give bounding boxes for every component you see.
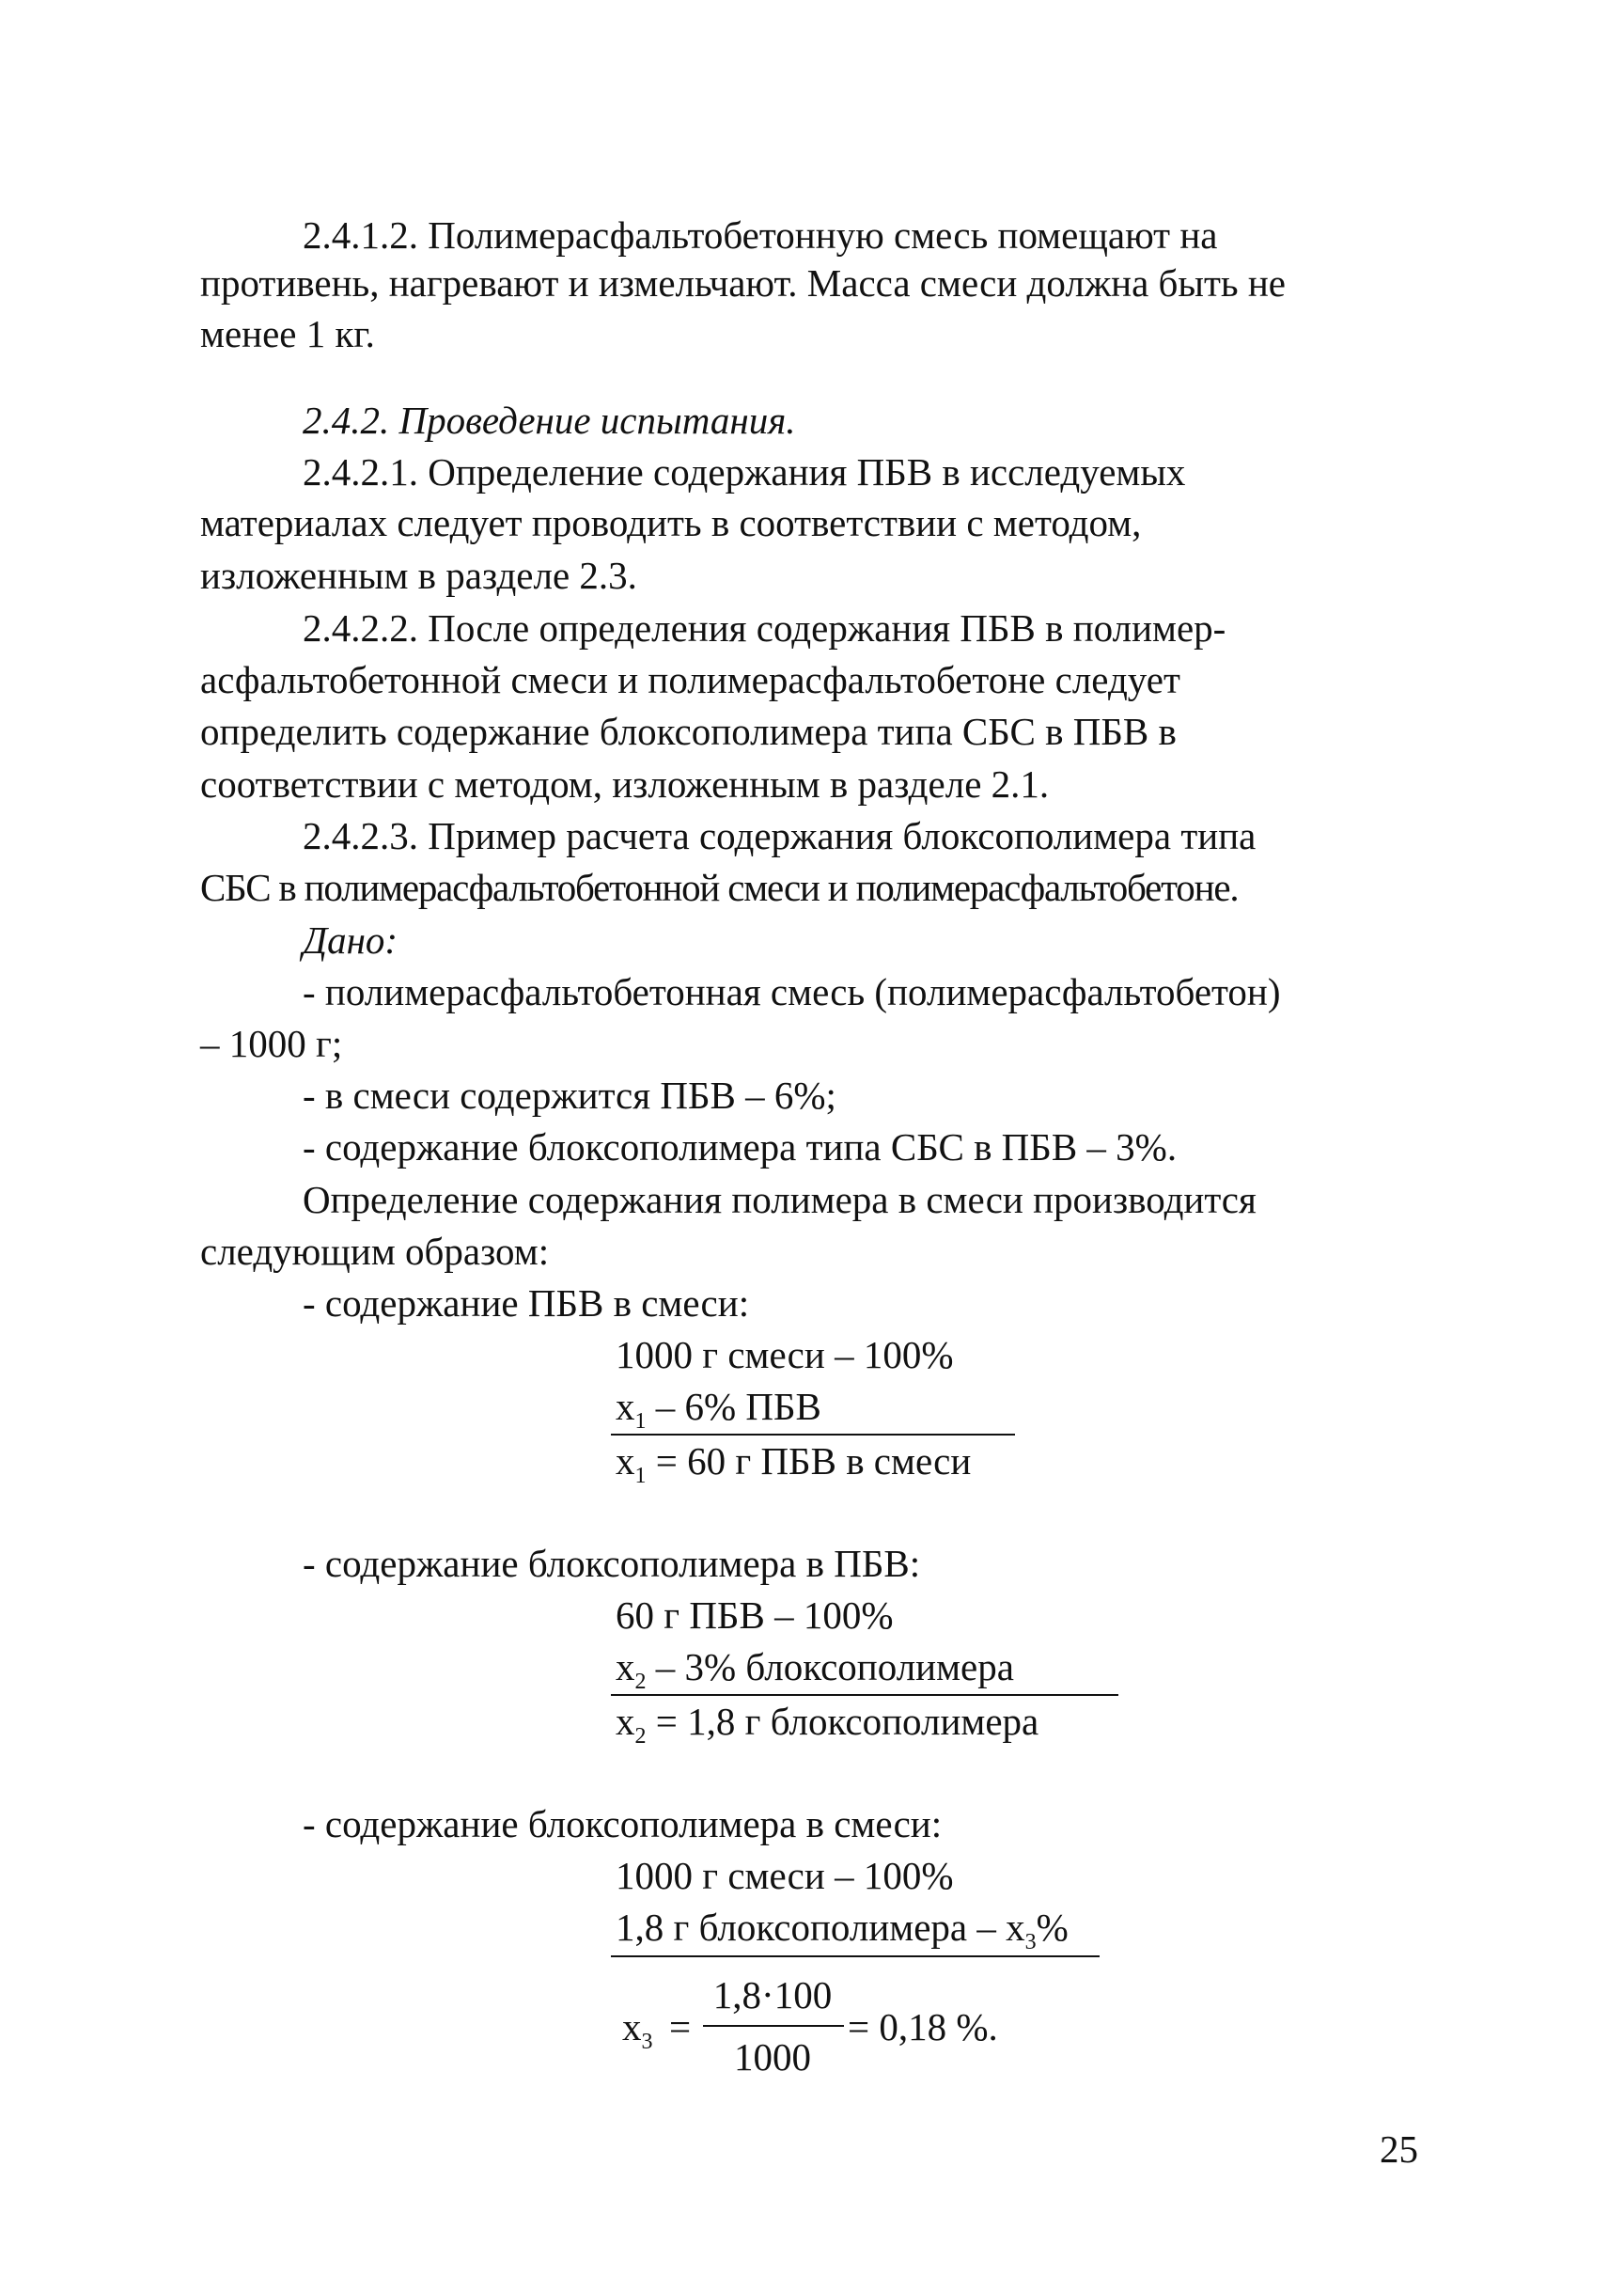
paragraph-line: соответствии с методом, изложенным в разделе 2.1. (200, 762, 1050, 806)
paragraph-line: следующим образом: (200, 1230, 550, 1273)
given-item: – 1000 г; (200, 1022, 343, 1065)
calc-heading: - содержание блоксополимера в ПБВ: (303, 1542, 921, 1585)
fraction-numerator: 1,8·100 (712, 1973, 833, 2016)
calc-heading: - содержание ПБВ в смеси: (303, 1281, 750, 1325)
paragraph-line: 2.4.2.1. Определение содержания ПБВ в исследуемых (303, 450, 1186, 494)
paragraph-line: определить содержание блоксополимера типа СБС в ПБВ в (200, 710, 1177, 753)
paragraph-line: СБС в полимерасфальтобетонной смеси и полимерасфальтобетоне. (200, 866, 1239, 909)
paragraph-line: изложенным в разделе 2.3. (200, 554, 637, 597)
fraction-bar (703, 2025, 844, 2027)
calc2-line2: $x_2 - 3\%$ блоксополимера (616, 1645, 1014, 1695)
paragraph-line: Определение содержания полимера в смеси производится (303, 1178, 1257, 1221)
calc-heading: - содержание блоксополимера в смеси: (303, 1802, 943, 1845)
given-label: Дано: (303, 918, 398, 962)
fraction-denominator: 1000 (734, 2035, 811, 2079)
calc3-rule (611, 1955, 1100, 1957)
section-heading: 2.4.2. Проведение испытания. (303, 399, 796, 442)
calc2-result: $x_2 = 1,8$ г блоксополимера (616, 1700, 1039, 1750)
given-item: - содержание блоксополимера типа СБС в ПБВ – 3%. (303, 1125, 1178, 1169)
calc3-result-tail: = 0,18 %. (848, 2005, 998, 2048)
calc3-result-var: $x_3$ (622, 2005, 653, 2055)
paragraph-line: материалах следует проводить в соответствии с методом, (200, 501, 1142, 544)
calc1-result: $x_1 = 60$ г ПБВ в смеси (616, 1439, 972, 1489)
paragraph-line: противень, нагревают и измельчают. Масса смеси должна быть не (200, 261, 1286, 305)
paragraph-line: менее 1 кг. (200, 312, 375, 355)
paragraph-line: асфальтобетонной смеси и полимерасфальтобетоне следует (200, 658, 1180, 701)
calc3-line2: 1,8 г блоксополимера – $x_3\%$ (616, 1906, 1069, 1955)
given-item: - в смеси содержится ПБВ – 6%; (303, 1074, 836, 1117)
given-item: - полимерасфальтобетонная смесь (полимерасфальтобетон) (303, 970, 1281, 1013)
calc2-line1: 60 г ПБВ – 100% (616, 1593, 894, 1637)
paragraph-line: 2.4.2.3. Пример расчета содержания блоксополимера типа (303, 814, 1257, 857)
paragraph-line: 2.4.1.2. Полимерасфальтобетонную смесь помещают на (303, 213, 1218, 257)
calc1-line2: $x_1 - 6\%$ ПБВ (616, 1385, 821, 1435)
calc3-eq-sign: = (669, 2005, 692, 2048)
calc1-line1: 1000 г смеси – 100% (616, 1333, 954, 1376)
page-number: 25 (1380, 2127, 1418, 2171)
paragraph-line: 2.4.2.2. После определения содержания ПБВ в полимер- (303, 606, 1226, 650)
calc3-line1: 1000 г смеси – 100% (616, 1854, 954, 1897)
